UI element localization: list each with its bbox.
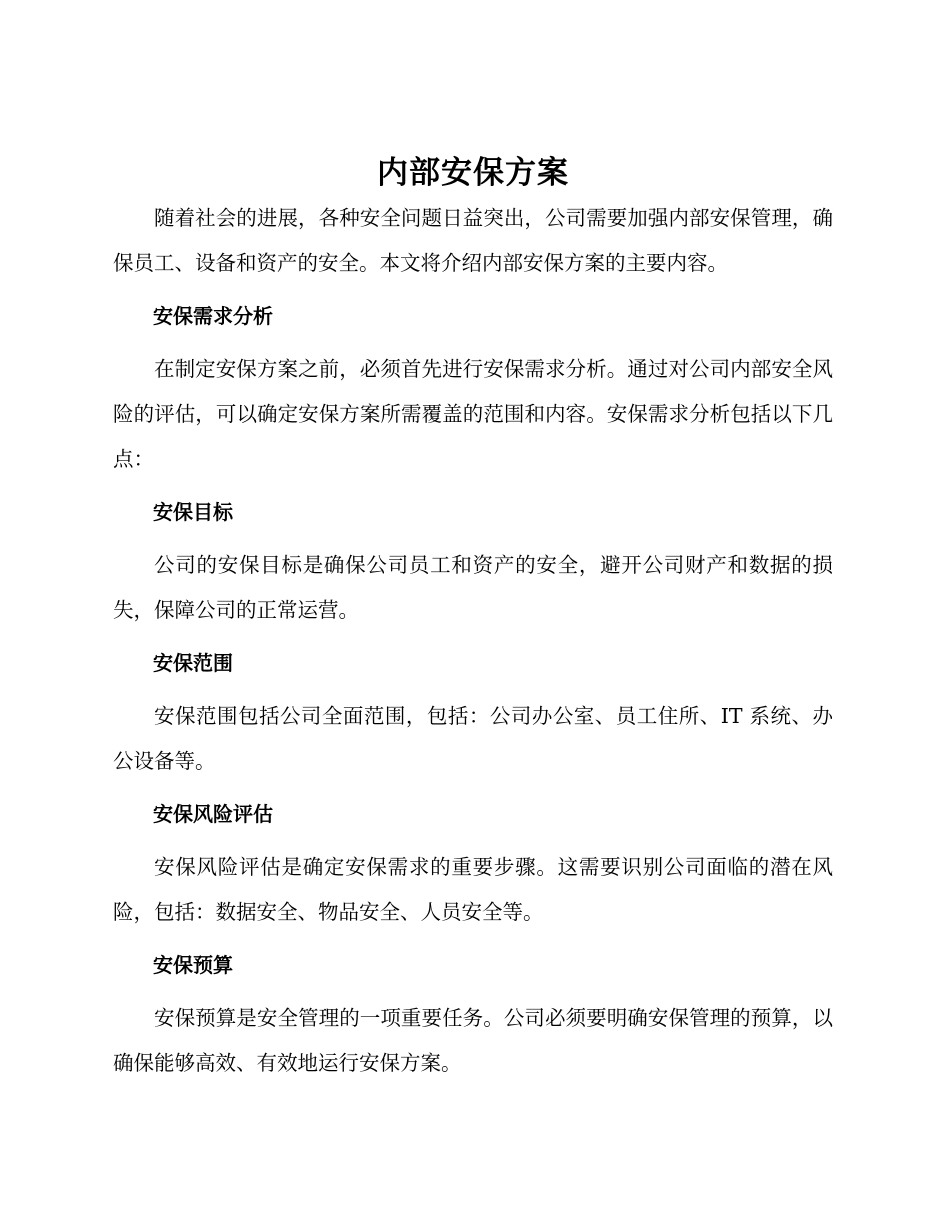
section-heading-requirements: 安保需求分析 xyxy=(153,304,273,328)
section-body-scope: 安保范围包括公司全面范围，包括：公司办公室、员工住所、IT 系统、办公设备等。 xyxy=(113,704,833,773)
section-heading-scope: 安保范围 xyxy=(153,651,233,675)
section-heading-budget: 安保预算 xyxy=(153,953,233,977)
document-content xyxy=(113,150,833,1086)
section-body-budget: 安保预算是安全管理的一项重要任务。公司必须要明确安保管理的预算，以确保能够高效、有效地运行安保方案。 xyxy=(113,1006,833,1075)
section-body-risk-assessment: 安保风险评估是确定安保需求的重要步骤。这需要识别公司面临的潜在风险，包括：数据安全、物品安全、人员安全等。 xyxy=(113,855,833,924)
document-title: 内部安保方案 xyxy=(377,155,569,191)
section-body-requirements: 在制定安保方案之前，必须首先进行安保需求分析。通过对公司内部安全风险的评估，可以确定安保方案所需覆盖的范围和内容。安保需求分析包括以下几点： xyxy=(113,357,833,471)
section-heading-goals: 安保目标 xyxy=(153,500,233,524)
section-heading-risk-assessment: 安保风险评估 xyxy=(153,802,273,826)
intro-paragraph: 随着社会的进展，各种安全问题日益突出，公司需要加强内部安保管理，确保员工、设备和资产的安全。本文将介绍内部安保方案的主要内容。 xyxy=(113,206,833,275)
section-body-goals: 公司的安保目标是确保公司员工和资产的安全，避开公司财产和数据的损失，保障公司的正常运营。 xyxy=(113,553,833,622)
